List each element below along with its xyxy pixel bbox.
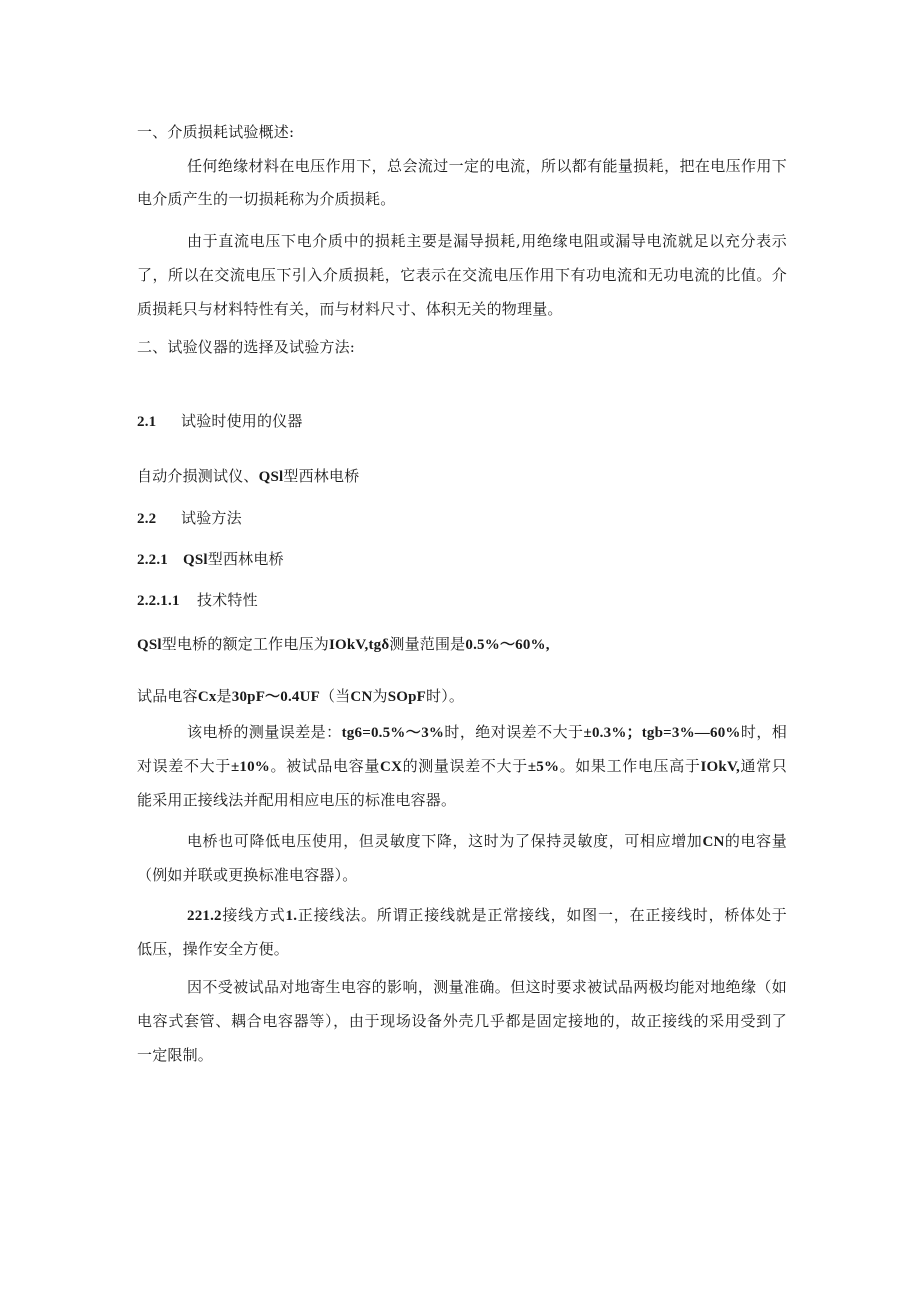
subsection-number: 2.2 [137, 511, 157, 527]
low-voltage-line-1: 电桥也可降低电压使用，但灵敏度下降，这时为了保持灵敏度，可相应增加CN的电容量 [187, 832, 787, 850]
subsection-2-2 [137, 508, 787, 529]
section-2-heading: 二、试验仪器的选择及试验方法: [137, 338, 356, 356]
subsection-title: 技术特性 [197, 591, 258, 609]
spec-line-2: 试品电容Cx是30pF～0.4UF（当CN为SOpF时）。 [137, 687, 465, 705]
grounding-line-1: 因不受被试品对地寄生电容的影响，测量准确。但这时要求被试品两极均能对地绝缘（如 [187, 978, 787, 996]
subsection-title: 试验时使用的仪器 [181, 412, 303, 430]
subsection-title: 试验方法 [181, 509, 242, 527]
subsection-number: 2.2.1.1 [137, 593, 180, 609]
subsection-number: 2.2.1 [137, 552, 168, 568]
error-line-3: 能采用正接线法并配用相应电压的标准电容器。 [137, 791, 457, 809]
paragraph-2-line-3: 质损耗只与材料特性有关，而与材料尺寸、体积无关的物理量。 [137, 300, 563, 318]
subsection-2-2-1: 2.2.1 QSl型西林电桥 [137, 550, 284, 568]
error-line-1: 该电桥的测量误差是：tg6=0.5%～3%时，绝对误差不大于±0.3%；tgb=3%—60%时，相 [187, 723, 787, 741]
grounding-line-3: 一定限制。 [137, 1046, 214, 1064]
paragraph-1-line-1: 任何绝缘材料在电压作用下，总会流过一定的电流，所以都有能量损耗，把在电压作用下 [187, 157, 787, 175]
instruments-line: 自动介损测试仪、QSl型西林电桥 [137, 467, 360, 485]
subsection-2-2-1-1 [137, 590, 787, 611]
paragraph-2-line-2: 了，所以在交流电压下引入介质损耗，它表示在交流电压作用下有功电流和无功电流的比值。介 [137, 266, 787, 284]
wiring-line-2: 低压，操作安全方便。 [137, 940, 290, 958]
error-line-2: 对误差不大于±10%。被试品电容量CX的测量误差不大于±5%。如果工作电压高于IOkV,通常只 [137, 757, 787, 775]
subsection-number: 2.1 [137, 414, 157, 430]
paragraph-2-line-1: 由于直流电压下电介质中的损耗主要是漏导损耗,用绝缘电阻或漏导电流就足以充分表示 [187, 232, 787, 250]
grounding-line-2: 电容式套管、耦合电容器等），由于现场设备外壳几乎都是固定接地的，故正接线的采用受到了 [137, 1012, 787, 1030]
subsection-2-1 [137, 411, 787, 432]
section-1-heading: 一、介质损耗试验概述: [137, 123, 295, 141]
wiring-line-1: 221.2接线方式1.正接线法。所谓正接线就是正常接线，如图一，在正接线时，桥体处于 [187, 906, 787, 924]
paragraph-1-line-2: 电介质产生的一切损耗称为介质损耗。 [137, 190, 396, 208]
spec-line-1: QSl型电桥的额定工作电压为IOkV,tgδ测量范围是0.5%～60%, [137, 635, 550, 653]
low-voltage-line-2: （例如并联或更换标准电容器）。 [137, 866, 358, 884]
